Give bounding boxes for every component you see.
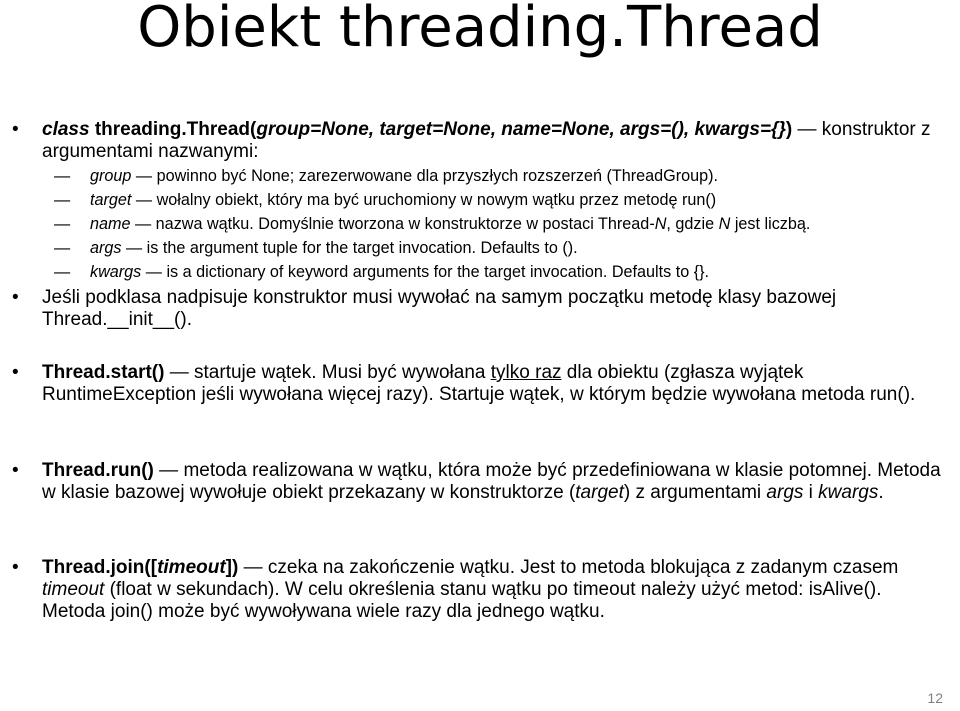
sub-text: — powinno być None; zarezerwowane dla przyszłych rozszerzeń (ThreadGroup). (131, 167, 719, 185)
sub-item-group (54, 166, 950, 186)
run-text: . (878, 482, 884, 503)
signature-end: ) (785, 119, 793, 140)
param-kwargs: kwargs (818, 482, 879, 503)
dash-marker: — (54, 263, 71, 281)
constructor-desc: — konstruktor z argumentami nazwanymi: (42, 119, 931, 162)
start-text: — startuje wątek. Musi być wywołana (164, 362, 491, 383)
sub-text: — wołalny obiekt, który ma być uruchomiony w nowym wątku przez metodę run() (131, 191, 717, 209)
method-start: Thread.start() (42, 362, 165, 383)
dash-marker: — (54, 167, 71, 185)
method-run: Thread.run() (42, 460, 154, 481)
dash-marker: — (54, 215, 71, 233)
page-number: 12 (927, 690, 943, 706)
keyword-class: class (42, 119, 90, 140)
sub-item-target (54, 190, 950, 210)
dash-marker: — (54, 239, 71, 257)
param-args: args (766, 482, 804, 503)
sub-item-name (54, 214, 950, 234)
join-text: (float w sekundach). W celu określenia stanu wątku po timeout należy użyć metod: isAlive(). Metoda join() może być wywoływana wiele razy dla jednego wątku. (42, 579, 882, 622)
signature-start: threading.Thread( (94, 119, 257, 140)
timeout-term: timeout (42, 579, 105, 600)
bullet-marker: • (12, 460, 19, 481)
dash-marker: — (54, 191, 71, 209)
term: args (90, 239, 122, 257)
method-join: Thread.join([ (42, 557, 158, 578)
bullet-marker: • (12, 557, 19, 578)
bullet-constructor (12, 119, 947, 163)
param-target: target (575, 482, 624, 503)
subclass-text: Jeśli podklasa nadpisuje konstruktor musi wywołać na samym początku metodę klasy bazowej Thread.__init__(). (42, 287, 837, 330)
var-n: N (654, 215, 667, 233)
bullet-start (12, 362, 947, 406)
term: target (90, 191, 132, 209)
sub-text: , gdzie (666, 215, 719, 233)
method-join-end: ]) (225, 557, 239, 578)
bullet-run (12, 460, 947, 504)
sub-item-args (54, 238, 950, 258)
sub-text: — is the argument tuple for the target invocation. Defaults to (). (121, 239, 578, 257)
run-text: ) z argumentami (623, 482, 767, 503)
bullet-marker: • (12, 287, 19, 308)
run-text: — metoda realizowana w wątku, która może być przedefiniowana w klasie potomnej. Metoda w klasie bazowej wywołuje obiekt przekazany w konstruktorze ( (42, 460, 941, 503)
bullet-marker: • (12, 362, 19, 383)
bullet-subclass (12, 287, 947, 331)
term: group (90, 167, 132, 185)
signature-params: group=None, target=None, name=None, args=(), kwargs={} (256, 119, 786, 140)
param-timeout: timeout (157, 557, 226, 578)
sub-item-kwargs (54, 262, 950, 282)
slide-title: Obiekt threading.Thread (137, 0, 823, 60)
sub-text: — is a dictionary of keyword arguments for the target invocation. Defaults to {}. (141, 263, 710, 281)
bullet-join (12, 557, 947, 623)
sub-text: — nazwa wątku. Domyślnie tworzona w konstruktorze w postaci Thread- (130, 215, 655, 233)
start-text: dla obiektu (zgłasza wyjątek RuntimeException jeśli wywołana więcej razy). Startuje wątek, w którym będzie wywołana metoda run(). (42, 362, 916, 405)
underlined-text: tylko raz (490, 362, 562, 383)
term: kwargs (90, 263, 142, 281)
join-text: — czeka na zakończenie wątku. Jest to metoda blokująca z zadanym czasem (238, 557, 899, 578)
term: name (90, 215, 131, 233)
var-n: N (718, 215, 731, 233)
run-text: i (803, 482, 819, 503)
sub-text: jest liczbą. (730, 215, 811, 233)
bullet-marker: • (12, 119, 19, 140)
